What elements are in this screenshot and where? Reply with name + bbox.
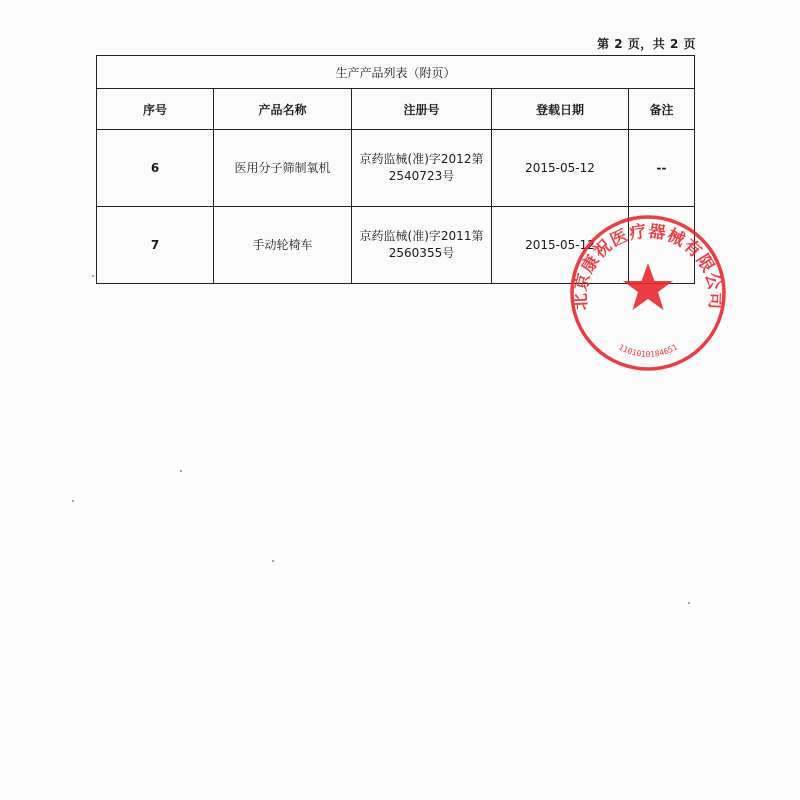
cell-product-name: 手动轮椅车 (214, 207, 352, 284)
cell-index: 7 (97, 207, 214, 284)
cell-date: 2015-05-12 (492, 207, 629, 284)
seal-code: 1101010184651 (617, 342, 679, 359)
page-number: 第 2 页，共 2 页 (597, 37, 696, 51)
table-title-row (97, 56, 695, 89)
cell-registration-no (352, 130, 492, 207)
cell-date: 2015-05-12 (492, 130, 629, 207)
scan-speck (72, 500, 74, 502)
table-row (97, 130, 695, 207)
registration-line-1: 京药监械(准)字2011第 (359, 229, 484, 243)
registration-line-1: 京药监械(准)字2012第 (359, 152, 484, 166)
header-index: 序号 (97, 89, 214, 130)
header-date: 登载日期 (492, 89, 629, 130)
header-product-name: 产品名称 (214, 89, 352, 130)
scan-speck (272, 560, 274, 562)
header-registration-no: 注册号 (352, 89, 492, 130)
company-seal-stamp (568, 213, 728, 373)
seal-star-icon (623, 263, 673, 310)
scan-speck (180, 470, 182, 472)
registration-line-2: 2540723号 (388, 169, 455, 183)
scan-speck (92, 275, 94, 277)
cell-product-name: 医用分子筛制氧机 (214, 130, 352, 207)
seal-company-name: 北京康祝医疗器械有限公司 (570, 221, 726, 311)
cell-registration-no (352, 207, 492, 284)
header-note: 备注 (629, 89, 695, 130)
svg-text:1101010184651 (617, 342, 679, 359)
cell-note: -- (629, 130, 695, 207)
cell-index: 6 (97, 130, 214, 207)
scan-speck (688, 602, 690, 604)
registration-line-2: 2560355号 (388, 246, 455, 260)
table-header-row (97, 89, 695, 130)
table-title: 生产产品列表（附页） (97, 56, 695, 89)
